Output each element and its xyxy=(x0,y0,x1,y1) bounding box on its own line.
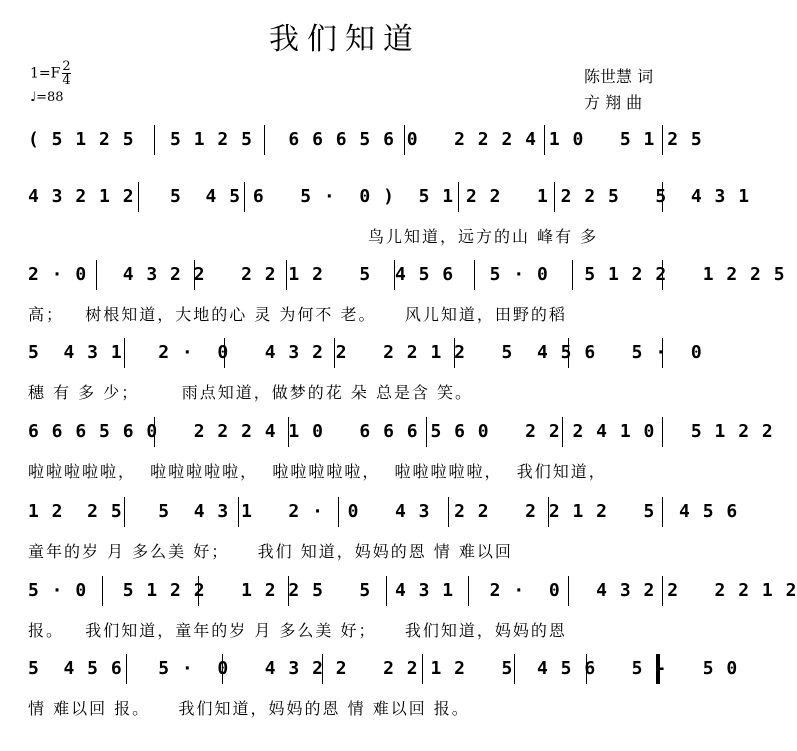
quarter-note-icon: ♩ xyxy=(30,90,37,105)
barline xyxy=(662,182,663,212)
barline xyxy=(126,654,127,684)
jianpu-notes: 2 · 0 4 3 2 2 2 2 1 2 5 4 5 6 5 · 0 5 1 2 2 1 2 2 5 xyxy=(28,264,786,285)
barline xyxy=(544,125,545,155)
barline xyxy=(568,338,569,368)
barline xyxy=(194,260,195,290)
barline xyxy=(238,497,239,527)
jianpu-notes: 6 6 6 5 6 0 2 2 2 4 1 0 6 6 6 5 6 0 2 2 2 4 1 0 5 1 2 2 xyxy=(28,421,774,442)
score-system-1 xyxy=(28,125,703,155)
lyrics-line: 啦啦啦啦啦， 啦啦啦啦啦， 啦啦啦啦啦， 啦啦啦啦啦， 我们知道， xyxy=(28,462,607,481)
barline xyxy=(154,417,155,447)
barline xyxy=(322,654,323,684)
barline xyxy=(422,654,423,684)
barline xyxy=(662,417,663,447)
barline xyxy=(548,497,549,527)
barline xyxy=(338,497,339,527)
barline xyxy=(468,576,469,606)
score-system-8 xyxy=(28,654,739,718)
lyrics-line: 高； 树根知道，大地的心 灵 为何不 老。 风儿知道，田野的稻 xyxy=(28,305,567,324)
final-barline xyxy=(656,654,663,684)
barline xyxy=(138,182,139,212)
barline xyxy=(448,497,449,527)
barline xyxy=(288,417,289,447)
key-signature xyxy=(30,60,71,87)
score-system-7 xyxy=(28,576,797,640)
lyrics-line: 穗 有 多 少； 雨点知道，做梦的花 朵 总是含 笑。 xyxy=(28,383,474,402)
jianpu-notes: 1 2 2 5 5 4 3 1 2 · 0 4 3 2 2 2 2 1 2 5 4 5 6 xyxy=(28,501,739,522)
lyrics-line: 情 难以回 报。 我们知道，妈妈的恩 情 难以回 报。 xyxy=(28,699,470,718)
barline xyxy=(514,654,515,684)
jianpu-notes: 5 · 0 5 1 2 2 1 2 2 5 5 4 3 1 2 · 0 4 3 2 2 2 2 1 2 xyxy=(28,580,797,601)
lyrics-line: 童年的岁 月 多么美 好； 我们 知道，妈妈的恩 情 难以回 xyxy=(28,542,513,561)
notes-row xyxy=(28,260,786,290)
barline xyxy=(662,497,663,527)
barline xyxy=(96,260,97,290)
lyrics-line: 鸟儿知道，远方的山 峰有 多 xyxy=(368,227,599,246)
notes-row xyxy=(28,125,703,155)
barline xyxy=(264,125,265,155)
lyricist-credit: 陈世慧 词 xyxy=(584,67,654,86)
barline xyxy=(662,125,663,155)
barline xyxy=(662,576,663,606)
score-system-4 xyxy=(28,338,703,402)
barline xyxy=(124,338,125,368)
barline xyxy=(554,182,555,212)
barline xyxy=(288,576,289,606)
time-numerator: 2 xyxy=(62,59,71,74)
barline xyxy=(572,260,573,290)
barline xyxy=(222,654,223,684)
barline xyxy=(568,576,569,606)
barline xyxy=(426,417,427,447)
barline xyxy=(124,497,125,527)
score-system-3 xyxy=(28,260,786,324)
barline xyxy=(404,125,405,155)
score-system-6 xyxy=(28,497,739,561)
jianpu-notes: 5 4 3 1 2 · 0 4 3 2 2 2 2 1 2 5 4 5 6 5 · 0 xyxy=(28,342,703,363)
barline xyxy=(224,338,225,368)
barline xyxy=(474,260,475,290)
barline xyxy=(454,338,455,368)
barline xyxy=(244,182,245,212)
time-denominator: 4 xyxy=(62,73,71,88)
notes-row xyxy=(28,497,739,527)
time-signature xyxy=(62,60,70,87)
notes-row xyxy=(28,338,703,368)
barline xyxy=(562,417,563,447)
barline xyxy=(458,182,459,212)
barline xyxy=(286,260,287,290)
barline xyxy=(386,576,387,606)
barline xyxy=(586,654,587,684)
lyrics-line: 报。 我们知道，童年的岁 月 多么美 好； 我们知道，妈妈的恩 xyxy=(28,621,567,640)
score-system-2 xyxy=(28,182,751,246)
barline xyxy=(662,260,663,290)
jianpu-notes: 5 4 5 6 5 · 0 4 3 2 2 2 2 1 2 5 4 5 6 5 - 5 0 xyxy=(28,658,739,679)
notes-row xyxy=(28,576,797,606)
jianpu-notes: ( 5 1 2 5 5 1 2 5 6 6 6 5 6 0 2 2 2 4 1 0 5 1 2 5 xyxy=(28,129,703,150)
tempo-marking xyxy=(30,90,64,105)
jianpu-notes: 4 3 2 1 2 5 4 5 6 5 · 0 ) 5 1 2 2 1 2 2 5 5 4 3 1 xyxy=(28,186,751,207)
score-system-5 xyxy=(28,417,774,481)
notes-row xyxy=(28,417,774,447)
notes-row xyxy=(28,654,739,684)
barline xyxy=(334,338,335,368)
barline xyxy=(662,338,663,368)
barline xyxy=(394,260,395,290)
composer-credit: 方 翔 曲 xyxy=(584,93,643,112)
key-label: 1=F xyxy=(30,65,61,82)
song-title: 我们知道 xyxy=(269,22,421,57)
barline xyxy=(102,576,103,606)
notes-row xyxy=(28,182,751,212)
barline xyxy=(154,125,155,155)
tempo-value: =88 xyxy=(36,90,64,105)
barline xyxy=(198,576,199,606)
